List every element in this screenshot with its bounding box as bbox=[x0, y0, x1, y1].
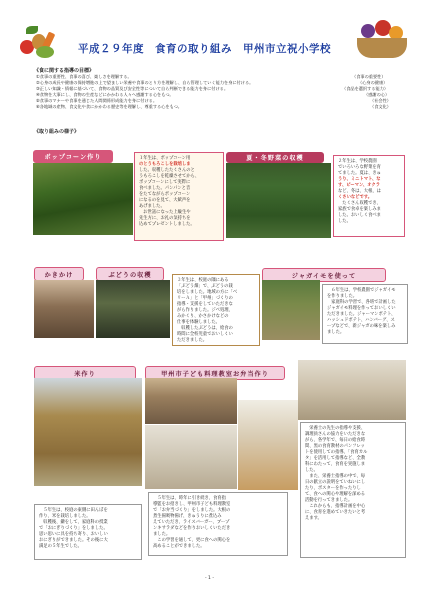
school-lunch-line: がら、各学年で、毎日の給食時 bbox=[305, 438, 366, 443]
rice-line: 収穫後、鎌をして、家庭科の授業 bbox=[39, 520, 108, 525]
banner-grape-harvest bbox=[96, 267, 164, 281]
rice-line: おにぎりができました。その後に大 bbox=[39, 538, 108, 543]
goal-item: ②心身の成長や健康の保持増進の上で望ましい栄養や食事のとり方を理解し、自ら管理していく能力を身に付ける。 bbox=[36, 80, 254, 85]
goal-tag: （感謝の心） bbox=[364, 92, 390, 97]
school-lunch-line: 科にわたって、食育を実施しま bbox=[305, 462, 366, 467]
popcorn-line: になるのを見て、大歓声を bbox=[139, 198, 191, 203]
goal-item: ④食物を大事にし、食物の生産などにかかわる人々へ感謝する心をもつ。 bbox=[36, 92, 174, 97]
text-box-school-lunch bbox=[300, 422, 406, 558]
activities-heading: 《取り組みの様子》 bbox=[34, 129, 80, 135]
photo-cooking-class bbox=[145, 378, 237, 424]
winter-veg-line: でいろいろな野菜を育 bbox=[338, 165, 381, 170]
school-lunch-line: 栄養士の先生の指導や支援、 bbox=[305, 426, 366, 431]
grape-line: ３年生は、校庭の隅にある bbox=[177, 278, 229, 283]
school-lunch-line: たり、ポスターを作ったりし bbox=[305, 486, 361, 491]
winter-veg-line: 家族で食卓を楽しみま bbox=[338, 207, 381, 212]
vegetables-illustration-left bbox=[18, 26, 62, 60]
school-lunch-line: また、栄養士指導の中で、毎 bbox=[305, 474, 366, 479]
popcorn-line: 先生方に、お礼の気持ちを bbox=[139, 216, 191, 221]
kids-cooking-line: えていただき、ライスバーガー、ブープ bbox=[153, 520, 230, 525]
text-box-kids-cooking bbox=[148, 492, 288, 556]
photo-bento-table bbox=[145, 425, 237, 489]
potato-line: ハッシュドポテト、ハンバーグ、ス bbox=[327, 318, 395, 323]
text-box-grape bbox=[172, 274, 260, 346]
winter-veg-line: す、ピーマン、オクラ bbox=[338, 183, 381, 188]
school-lunch-line: 日の献立の説明をていねいにし bbox=[305, 480, 366, 485]
banner-potato-label: ジャガイモを使って bbox=[291, 272, 357, 280]
goals-heading: 《食に関する指導の目標》 bbox=[34, 68, 95, 74]
grape-icon bbox=[361, 24, 375, 38]
popcorn-line: お世話になった上級生や bbox=[139, 210, 191, 215]
banner-popcorn bbox=[33, 150, 113, 163]
banner-kakikake-label: かきかけ bbox=[44, 271, 74, 279]
kids-cooking-line: で「お弁当づくり」をしました。大根の bbox=[153, 508, 231, 513]
goal-tag: （社会性） bbox=[370, 98, 391, 103]
potato-line: ６年生は、学校農園でジャガイモ bbox=[327, 288, 396, 293]
winter-veg-line: した。おいしく食べま bbox=[338, 213, 381, 218]
rice-line: で「おにぎりづくり」をしました。 bbox=[39, 526, 108, 531]
text-box-popcorn bbox=[134, 152, 224, 241]
popcorn-line: 込めてプレゼントしました。 bbox=[139, 222, 195, 227]
grape-line: 時間に全校児童でおいしくい bbox=[177, 332, 233, 337]
rice-line: 思い思いに具を持ち寄り、おいしい bbox=[39, 532, 108, 537]
goal-tag: （心身の健康） bbox=[358, 80, 388, 85]
kids-cooking-line: 高めることができました。 bbox=[153, 544, 205, 549]
basket-icon bbox=[357, 38, 407, 58]
kids-cooking-line: ンキサラダなどを作りおいしくいただき bbox=[153, 526, 231, 531]
popcorn-line: 食べました。パンパンと音 bbox=[139, 186, 191, 191]
rice-line: ５年生は、校庭の東側に田んぼを bbox=[39, 508, 108, 513]
banner-popcorn-label: ポップコーン作り bbox=[44, 154, 102, 161]
kids-cooking-line: 導監をお招きし、甲州市子ども料理教室 bbox=[153, 502, 231, 507]
photo-potato-field bbox=[262, 280, 320, 340]
page-title: 平成２９年度 食育の取り組み 甲州市立祝小学校 bbox=[78, 43, 331, 55]
rice-line: 作り、米を栽培しました。 bbox=[39, 514, 91, 519]
kids-cooking-line: 煮生揚吸物揚げ、きゅうりに煮込み bbox=[153, 514, 222, 519]
banner-grape-harvest-label: ぶどうの収穫 bbox=[108, 271, 152, 279]
popcorn-line: １年生は、ポップコーン用 bbox=[139, 156, 191, 161]
photo-popcorn-corn-field bbox=[33, 163, 133, 235]
potato-line: を作りました。 bbox=[327, 294, 358, 299]
potato-line: ただきました。ジャーマンポテト、 bbox=[327, 312, 396, 317]
text-box-rice bbox=[34, 504, 142, 560]
page-number: - 1 - bbox=[205, 576, 214, 581]
winter-veg-line: ２年生は、学校農園 bbox=[338, 159, 377, 164]
popcorn-line: あげました。 bbox=[139, 204, 165, 209]
goal-tag: （食文化） bbox=[370, 104, 391, 109]
photo-grape-harvest bbox=[96, 280, 170, 338]
kids-cooking-line: ５年生は、時年に引き続き、食育指 bbox=[153, 496, 226, 501]
school-lunch-line: て、食への関心や理解を深める bbox=[305, 492, 366, 497]
photo-school-lunch bbox=[298, 360, 406, 420]
school-lunch-line: これからも、指導計画を中心 bbox=[305, 504, 366, 509]
school-lunch-line: 間、黒の食育教材のパンフレッ bbox=[305, 444, 365, 449]
school-lunch-line: えます。 bbox=[305, 516, 322, 521]
banner-kakikake bbox=[34, 267, 84, 281]
winter-veg-line: した。 bbox=[338, 219, 351, 224]
potato-line: ジャガイモ料理を作っておいしくい bbox=[327, 306, 396, 311]
school-lunch-line: 活動を行ってきました。 bbox=[305, 498, 353, 503]
winter-veg-line: くさいなどです。 bbox=[338, 195, 373, 200]
potato-line: ープなどで、新ジャガの味を楽しみ bbox=[327, 324, 396, 329]
text-box-potato bbox=[322, 284, 408, 344]
goal-item: ①食事の重要性、食事の喜び、楽しさを理解する。 bbox=[36, 74, 132, 79]
grape-line: がら作りました。ジベ処理、 bbox=[177, 308, 233, 313]
banner-winter-vegetables-label: 夏・冬野菜の収穫 bbox=[246, 155, 304, 162]
banner-winter-vegetables bbox=[226, 152, 324, 163]
school-lunch-line: に、食育を進めていきたいと考 bbox=[305, 510, 366, 515]
popcorn-line: した。収穫したたくさんのと bbox=[139, 168, 195, 173]
grape-line: リーＡ」と「甲州」づくりの bbox=[177, 296, 233, 301]
grape-line: 指導・支援をしていただきな bbox=[177, 302, 233, 307]
photo-vegetable-harvest bbox=[226, 163, 331, 238]
winter-veg-line: うり、ミニトマト、な bbox=[338, 177, 381, 182]
winter-veg-line: など、冬は、大根、は bbox=[338, 189, 381, 194]
school-lunch-line: した。 bbox=[305, 468, 318, 473]
cabbage-icon bbox=[36, 46, 54, 58]
popcorn-line: のとうもろこしを栽培しま bbox=[139, 162, 191, 167]
photo-bento-box bbox=[238, 400, 298, 490]
photo-rice-drying bbox=[34, 378, 142, 486]
banner-rice-label: 米作り bbox=[74, 370, 96, 378]
winter-veg-line: てました。夏は、きゅ bbox=[338, 171, 381, 176]
leaf-icon bbox=[26, 26, 38, 34]
potato-line: ました。 bbox=[327, 330, 345, 335]
grape-line: 仕事を体験しました。 bbox=[177, 320, 220, 325]
grape-line: 収穫したぶどうは、給食の bbox=[177, 326, 233, 331]
potato-line: 家庭科の学習で、各班で計画した bbox=[327, 300, 396, 305]
photo-kakikake bbox=[34, 280, 94, 338]
banner-kids-cooking-label: 甲州市子ども料理教室お弁当作り bbox=[161, 370, 269, 378]
school-lunch-line: トを使用しての指導、「食育カル bbox=[305, 450, 368, 455]
grape-line: みかくり、かさかけなどの bbox=[177, 314, 229, 319]
kids-cooking-line: ました。 bbox=[153, 532, 171, 537]
grape-line: 培をしました。地域の方に「ベ bbox=[177, 290, 238, 295]
goal-item: ⑤食事のマナーや食事を通じた人間関係形成能力を身に付ける。 bbox=[36, 98, 158, 103]
grape-line: ただきました。 bbox=[177, 338, 208, 343]
school-lunch-line: 調理員さんの協力をいただきな bbox=[305, 432, 366, 437]
popcorn-line: ポップコーンにして実際に bbox=[139, 180, 191, 185]
grape-line: 「ぶどう畑」で、ぶどうの栽 bbox=[177, 284, 233, 289]
goal-item: ⑥各地域の産物、食文化や食にかかわる歴史等を理解し、尊重する心をもつ。 bbox=[36, 104, 182, 109]
popcorn-line: をたてながらポップコーン bbox=[139, 192, 191, 197]
goal-tag: （食品を選択する能力） bbox=[342, 86, 389, 91]
winter-veg-line: たくさん収穫でき、 bbox=[338, 201, 381, 206]
vegetables-basket-illustration-right bbox=[355, 18, 411, 62]
rice-line: 満足の５年生でした。 bbox=[39, 544, 82, 549]
goal-tag: （食事の重要性） bbox=[352, 74, 386, 79]
school-lunch-line: タ」を活用して指導など、全教 bbox=[305, 456, 366, 461]
kids-cooking-line: この学習を通して、更に食への関心を bbox=[153, 538, 231, 543]
popcorn-line: うもろこしを乾燥させてから、 bbox=[139, 174, 200, 179]
goal-item: ③正しい知識・情報に基づいて、食物の品質及び安全性等について自ら判断できる能力を身に付ける。 bbox=[36, 86, 229, 91]
text-box-winter-vegetables bbox=[333, 155, 405, 237]
